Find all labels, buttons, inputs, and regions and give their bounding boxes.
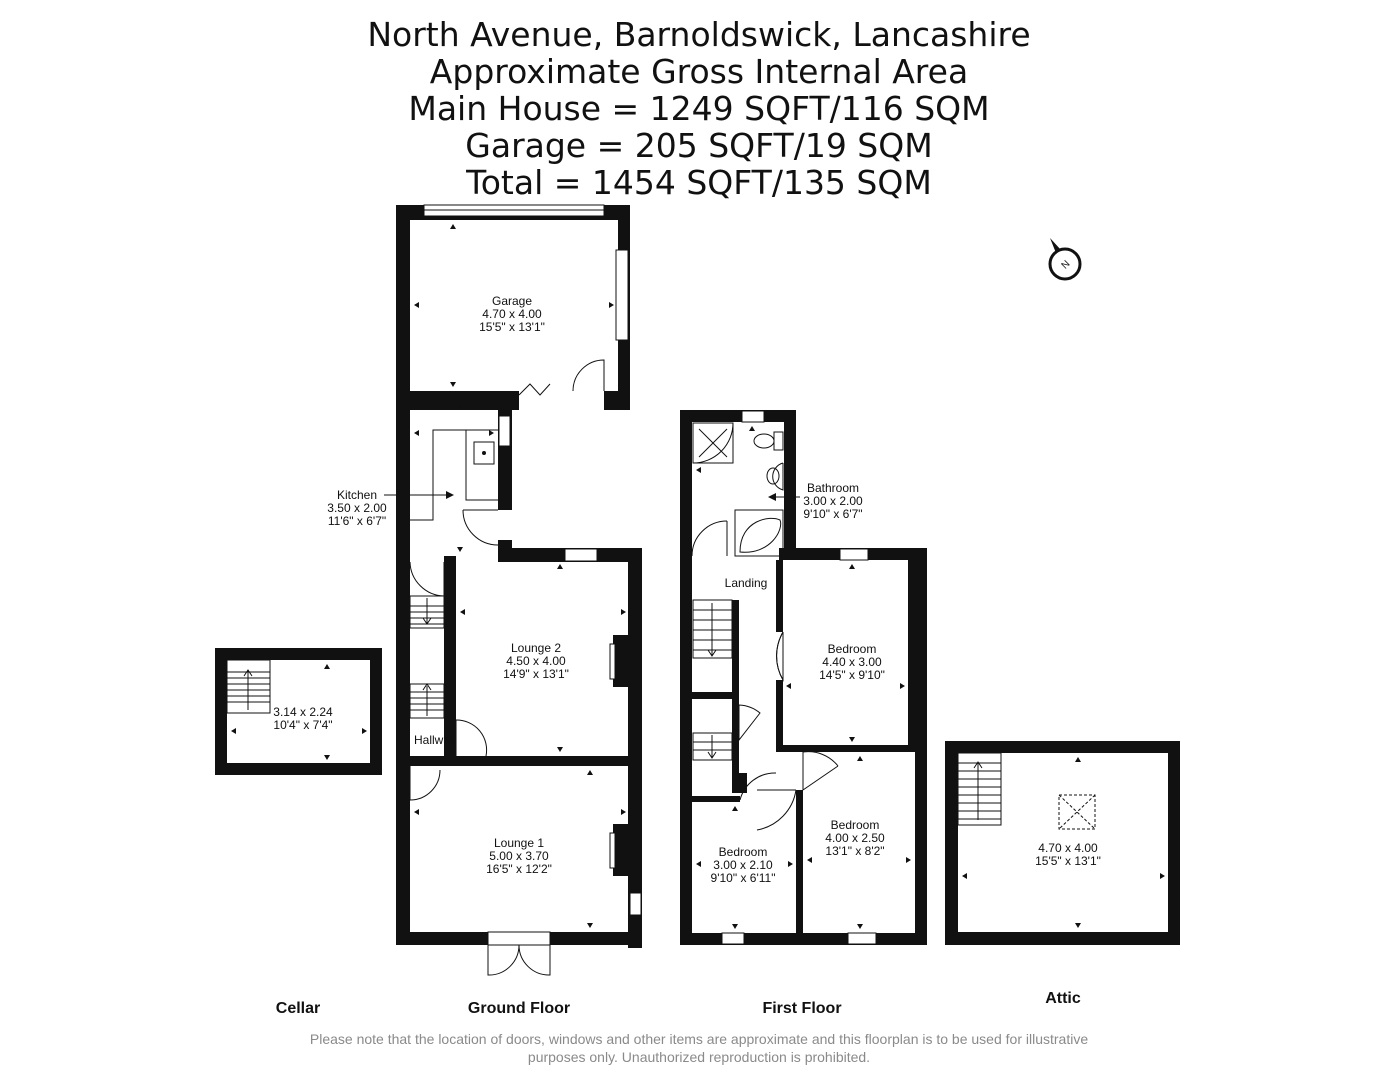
floor-label-ground: Ground Floor xyxy=(467,1000,571,1017)
floor-label-first: First Floor xyxy=(762,1000,842,1017)
area-subtitle: Approximate Gross Internal Area xyxy=(429,52,969,91)
garage-metric: 4.70 x 4.00 xyxy=(482,307,542,321)
kitchen-units xyxy=(410,430,498,545)
bedroom-small-imperial: 9'10" x 6'11" xyxy=(710,871,776,885)
attic-imperial: 15'5" x 13'1" xyxy=(1035,854,1101,868)
garage-imperial: 15'5" x 13'1" xyxy=(479,320,545,334)
disclaimer xyxy=(0,1030,1398,1066)
bedroom-right-imperial: 13'1" x 8'2" xyxy=(825,844,885,858)
lounge2-metric: 4.50 x 4.00 xyxy=(506,654,566,668)
address-title: North Avenue, Barnoldswick, Lancashire xyxy=(367,15,1031,54)
hallway-name: Hallway xyxy=(413,733,457,747)
disclaimer-line-2: purposes only. Unauthorized reproduction is prohibited. xyxy=(527,1049,871,1065)
garage-area: Garage = 205 SQFT/19 SQM xyxy=(465,126,933,165)
french-doors xyxy=(488,932,550,975)
lounge1-name: Lounge 1 xyxy=(493,836,545,850)
bedroom-right-name: Bedroom xyxy=(830,818,880,832)
lounge1-metric: 5.00 x 3.70 xyxy=(489,849,549,863)
kitchen-metric: 3.50 x 2.00 xyxy=(327,501,387,515)
main-house-area: Main House = 1249 SQFT/116 SQM xyxy=(408,89,990,128)
bedroom-small-metric: 3.00 x 2.10 xyxy=(713,858,773,872)
bedroom-large-imperial: 14'5" x 9'10" xyxy=(819,668,885,682)
bedroom-large-metric: 4.40 x 3.00 xyxy=(822,655,882,669)
cellar-metric: 3.14 x 2.24 xyxy=(273,705,333,719)
landing-name: Landing xyxy=(724,576,768,590)
floor-label-cellar: Cellar xyxy=(275,1000,321,1017)
skylight-icon xyxy=(1059,795,1095,829)
lounge2-name: Lounge 2 xyxy=(510,641,562,655)
cellar-imperial: 10'4" x 7'4" xyxy=(273,718,333,732)
attic-metric: 4.70 x 4.00 xyxy=(1038,841,1098,855)
total-area: Total = 1454 SQFT/135 SQM xyxy=(466,163,932,202)
compass-letter: N xyxy=(1059,258,1073,272)
kitchen-imperial: 11'6" x 6'7" xyxy=(327,514,387,528)
lounge1-imperial: 16'5" x 12'2" xyxy=(486,862,552,876)
bedroom-small-name: Bedroom xyxy=(718,845,768,859)
bathroom-metric: 3.00 x 2.00 xyxy=(803,494,863,508)
kitchen-name: Kitchen xyxy=(336,488,378,502)
disclaimer-line-1: Please note that the location of doors, windows and other items are approximate and this floorplan is to be used for illustrative xyxy=(309,1031,1089,1047)
floor-label-attic: Attic xyxy=(1045,990,1081,1007)
garage-name: Garage xyxy=(491,294,533,308)
cellar-stairs xyxy=(227,660,270,713)
north-arrow-icon xyxy=(1050,238,1080,279)
bedroom-right-metric: 4.00 x 2.50 xyxy=(825,831,885,845)
attic-stairs xyxy=(958,753,1001,825)
bathroom-name: Bathroom xyxy=(806,481,860,495)
bathroom-imperial: 9'10" x 6'7" xyxy=(803,507,863,521)
bedroom-large-name: Bedroom xyxy=(827,642,877,656)
lounge2-imperial: 14'9" x 13'1" xyxy=(503,667,569,681)
